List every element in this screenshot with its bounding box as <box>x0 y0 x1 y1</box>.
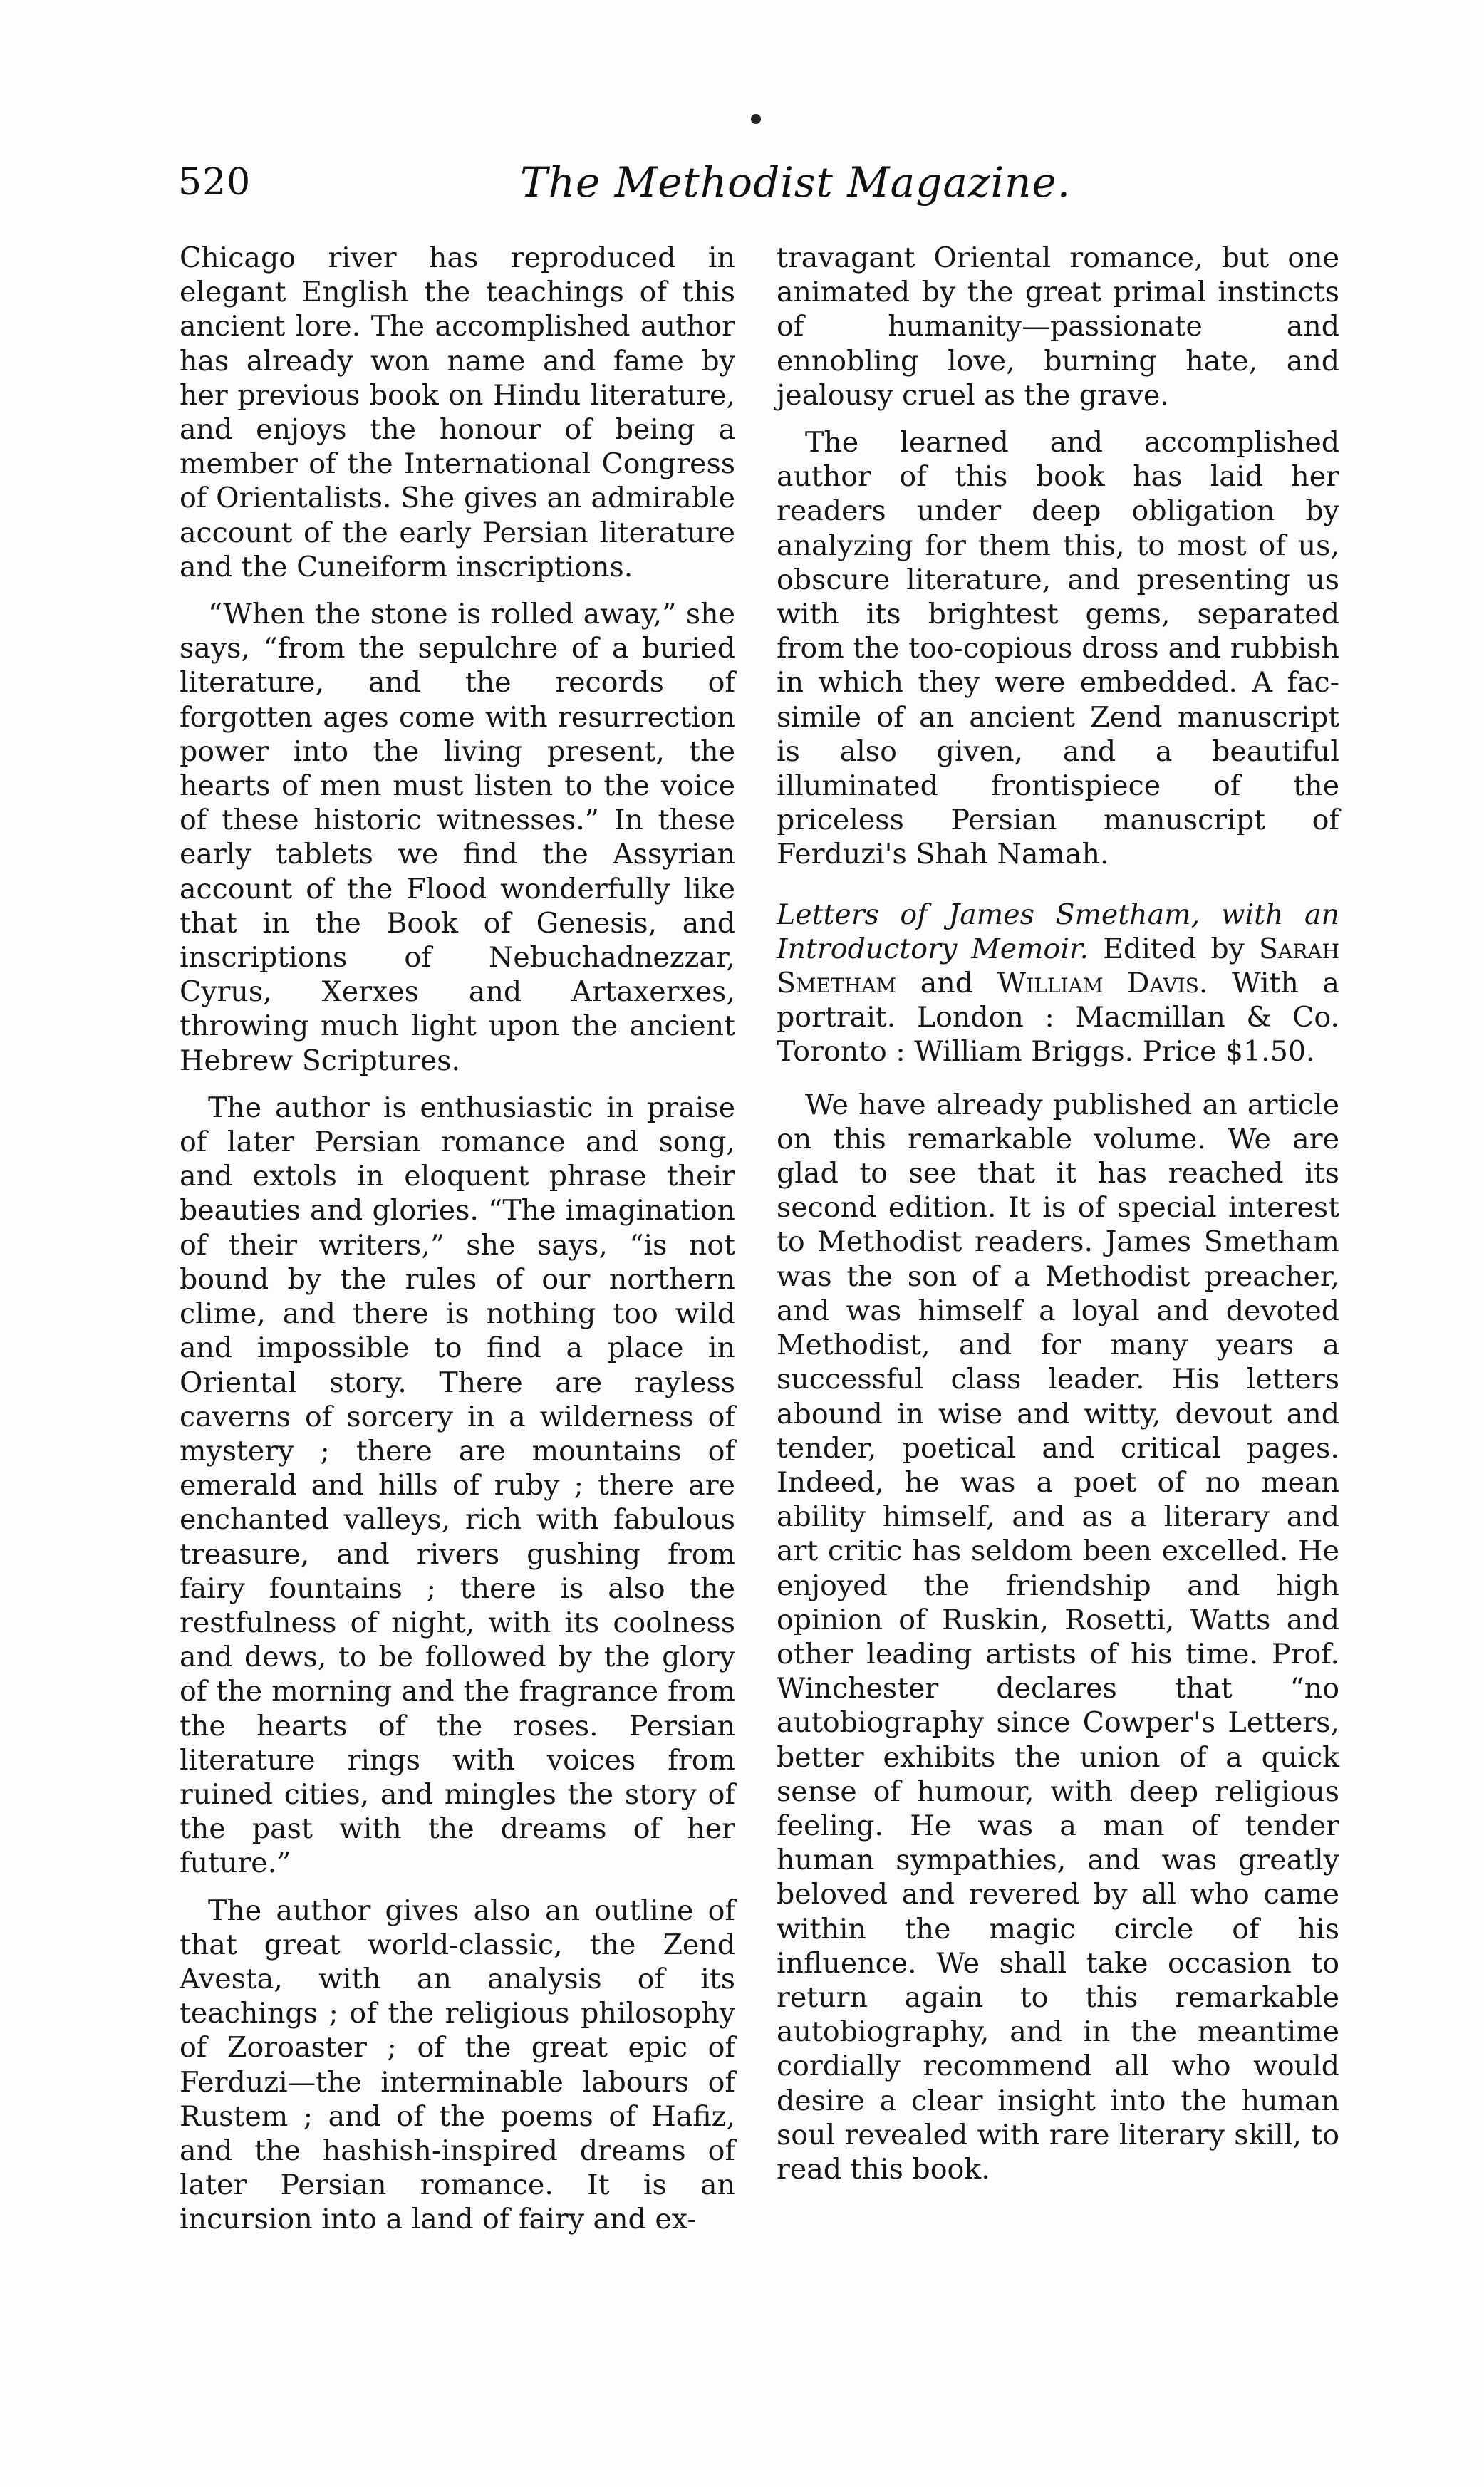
page-header <box>178 158 1339 218</box>
conjunction: and <box>920 967 973 1000</box>
ink-speck <box>751 114 761 124</box>
editor-name: Sarah Smetham <box>777 932 1340 1000</box>
edited-by-label: Edited by <box>1103 932 1245 965</box>
running-title: The Methodist Magazine. <box>520 158 1072 207</box>
editor-name: William Davis <box>997 967 1199 1000</box>
left-column <box>180 241 735 2250</box>
paragraph: The learned and accomplished author of this book has laid her readers under deep obligation by analyzing for them this, to most of us, obscure literature, and presenting us with its brightest gems, separated from the too-copious dross and rubbish in which they were embedded. A fac-simile of an ancient Zend manuscript is also given, and a beautiful illuminated frontispiece of the priceless Persian manuscript of Ferduzi's Shah Namah. <box>777 426 1339 871</box>
paragraph: The author gives also an outline of that great world-classic, the Zend Avesta, with an analysis of its teachings ; of the religious philosophy of Zoroaster ; of the great epic of Ferduzi—the interminable labours of Rustem ; and of the poems of Hafiz, and the hashish-inspired dreams of later Persian romance. It is an incursion into a land of fairy and ex- <box>180 1894 735 2236</box>
book-notice <box>777 898 1339 1069</box>
paragraph: travagant Oriental romance, but one animated by the great primal instincts of humanity—passionate and ennobling love, burning hate, and jealousy cruel as the grave. <box>777 242 1339 412</box>
paragraph: “When the stone is rolled away,” she says, “from the sepulchre of a buried literature, and the records of forgotten ages come with resurrection power into the living present, the hearts of men must listen to the voice of these historic witnesses.” In these early tablets we find the Assyrian account of the Flood wonderfully like that in the Book of Genesis, and inscriptions of Nebuchadnezzar, Cyrus, Xerxes and Artaxerxes, throwing much light upon the ancient Hebrew Scriptures. <box>180 598 735 1077</box>
paragraph: We have already published an article on this remarkable volume. We are glad to see that it has reached its second edition. It is of special interest to Methodist readers. James Smetham was the son of a Methodist preacher, and was himself a loyal and devoted Methodist, and for many years a successful class leader. His letters abound in wise and witty, devout and tender, poetical and critical pages. Indeed, he was a poet of no mean ability himself, and as a literary and art critic has seldom been excelled. He enjoyed the friendship and high opinion of Ruskin, Rosetti, Watts and other leading artists of his time. Prof. Winchester declares that “no autobiography since Cowper's Letters, better exhibits the union of a quick sense of humour, with deep religious feeling. He was a man of tender human sympathies, and was greatly beloved and revered by all who came within the magic circle of his influence. We shall take occasion to return again to this remarkable autobiography, and in the meantime cordially recommend all who would desire a clear insight into the human soul revealed with rare literary skill, to read this book. <box>777 1088 1339 2186</box>
paragraph: Chicago river has reproduced in elegant English the teachings of this ancient lore. The accomplished author has already won name and fame by her previous book on Hindu literature, and enjoys the honour of being a member of the International Congress of Orientalists. She gives an admirable account of the early Persian literature and the Cuneiform inscriptions. <box>180 242 735 583</box>
paragraph: The author is enthusiastic in praise of later Persian romance and song, and extols in eloquent phrase their beauties and glories. “The imagination of their writers,” she says, “is not bound by the rules of our northern clime, and there is nothing too wild and impossible to find a place in Oriental story. There are rayless caverns of sorcery in a wilderness of mystery ; there are mountains of emerald and hills of ruby ; there are enchanted valleys, rich with fabulous treasure, and rivers gushing from fairy fountains ; there is also the restfulness of night, with its coolness and dews, to be followed by the glory of the morning and the fragrance from the hearts of the roses. Persian literature rings with voices from ruined cities, and mingles the story of the past with the dreams of her future.” <box>180 1091 735 1880</box>
right-column <box>777 241 1339 2199</box>
book-title: Letters of James Smetham, with an Introductory Memoir. <box>777 898 1339 965</box>
page-number: 520 <box>178 161 251 204</box>
publication-details: . With a portrait. London : Macmillan & Co. Toronto : William Briggs. Price $1.50. <box>777 967 1339 1069</box>
